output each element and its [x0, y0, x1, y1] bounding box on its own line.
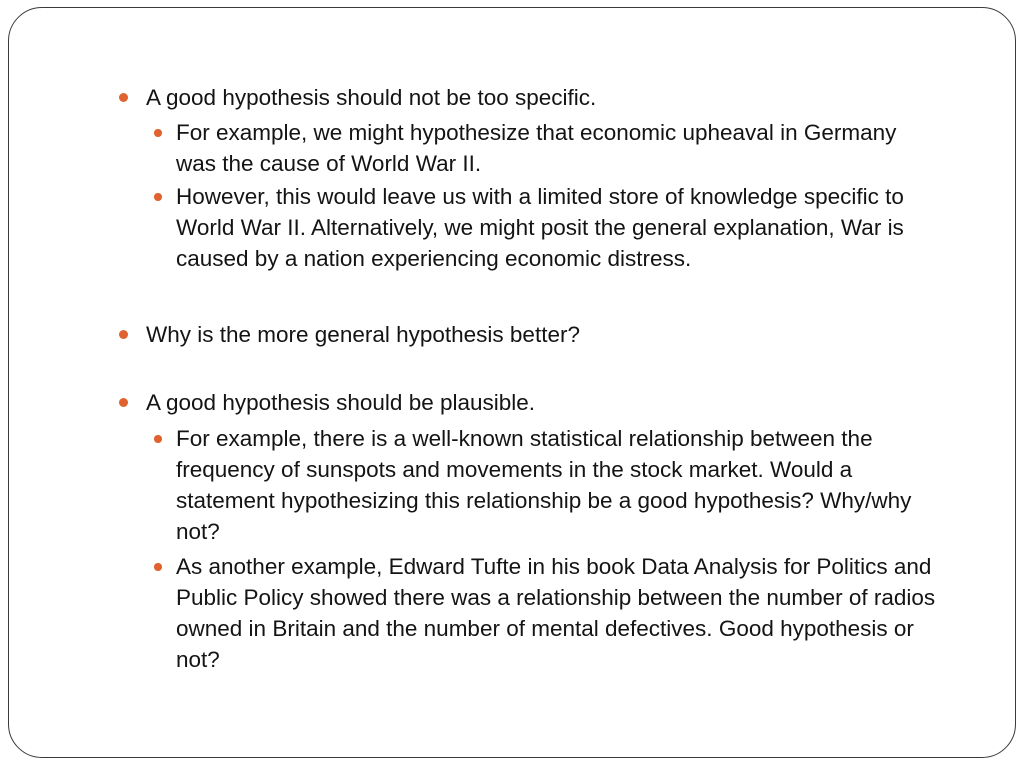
slide-frame	[8, 7, 1016, 758]
bullet-dot-icon	[154, 193, 162, 201]
bullet-dot-icon	[119, 330, 128, 339]
sub-bullet-item	[176, 551, 948, 675]
bullet-item	[146, 387, 946, 418]
bullet-dot-icon	[154, 129, 162, 137]
bullet-text: A good hypothesis should not be too specific.	[146, 85, 597, 110]
sub-bullet-text: For example, we might hypothesize that economic upheaval in Germany was the cause of World War II.	[176, 120, 897, 176]
sub-bullet-text: For example, there is a well-known statistical relationship between the frequency of sunspots and movements in the stock market. Would a statement hypothesizing this relationship be a good hypothesis? Why/why not?	[176, 426, 912, 544]
bullet-item	[146, 319, 946, 350]
bullet-dot-icon	[119, 398, 128, 407]
sub-bullet-item	[176, 117, 901, 179]
bullet-text: A good hypothesis should be plausible.	[146, 390, 536, 415]
bullet-text: Why is the more general hypothesis better?	[146, 322, 580, 347]
sub-bullet-text: As another example, Edward Tufte in his book Data Analysis for Politics and Public Policy showed there was a relationship between the number of radios owned in Britain and the number of mental defectives. Good hypothesis or not?	[176, 554, 936, 672]
bullet-item	[146, 82, 946, 113]
sub-bullet-item	[176, 423, 948, 547]
sub-bullet-text: However, this would leave us with a limited store of knowledge specific to World War II. Alternatively, we might posit the general explanation, War is caused by a nation experiencing economic distress.	[176, 184, 904, 271]
bullet-dot-icon	[154, 435, 162, 443]
bullet-dot-icon	[119, 93, 128, 102]
sub-bullet-item	[176, 181, 914, 274]
bullet-dot-icon	[154, 563, 162, 571]
